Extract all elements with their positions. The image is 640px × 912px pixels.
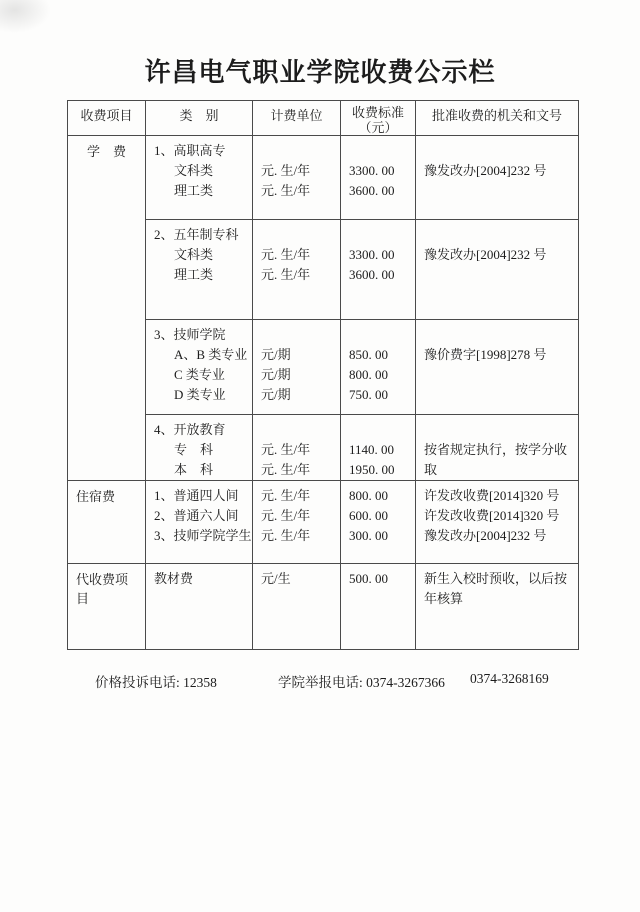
price-value: 3300. 00	[349, 163, 395, 178]
scan-smudge	[0, 0, 52, 34]
cell-unit	[253, 481, 341, 564]
header-standard-line1: 收费标准	[351, 105, 404, 120]
unit-value: 元. 生/年	[261, 488, 311, 503]
spacer-line	[261, 225, 332, 245]
unit-value: 元. 生/年	[261, 183, 311, 198]
spacer-line	[349, 225, 407, 245]
unit-value: 元. 生/年	[261, 163, 311, 178]
header-unit: 计费单位	[253, 101, 341, 136]
category-subitem: A、B 类专业	[174, 347, 248, 362]
cell-category	[146, 481, 253, 564]
price-value: 1950. 00	[349, 462, 395, 477]
spacer-line	[424, 420, 570, 440]
unit-value: 元/生	[261, 571, 291, 586]
spacer-line	[424, 225, 570, 245]
price-value: 3600. 00	[349, 267, 395, 282]
cell-category	[146, 136, 253, 220]
cell-item-tuition: 学 费	[68, 136, 146, 481]
unit-value: 元/期	[261, 387, 291, 402]
page-title: 许昌电气职业学院收费公示栏	[144, 58, 496, 87]
cell-authority	[416, 415, 579, 481]
authority-value: 豫发改办[2004]232 号	[424, 163, 547, 178]
price-value: 300. 00	[349, 528, 388, 543]
authority-value: 豫价费字[1998]278 号	[424, 347, 547, 362]
price-value: 850. 00	[349, 347, 388, 362]
header-standard-line2: （元）	[358, 120, 398, 135]
spacer-line	[424, 325, 570, 345]
cell-price	[341, 220, 416, 320]
cell-price	[341, 564, 416, 650]
spacer-line	[261, 325, 332, 345]
unit-value: 元. 生/年	[261, 267, 311, 282]
authority-value: 豫发改办[2004]232 号	[424, 528, 547, 543]
category-subitem: 本 科	[174, 462, 214, 477]
authority-value: 豫发改办[2004]232 号	[424, 247, 547, 262]
category-heading: 3、技师学院	[154, 327, 226, 342]
price-value: 800. 00	[349, 488, 388, 503]
category-subitem: 文科类	[174, 163, 214, 178]
authority-value: 许发改收费[2014]320 号	[424, 488, 560, 503]
authority-value: 按省规定执行，按学分收取	[424, 442, 568, 477]
unit-value: 元. 生/年	[261, 442, 311, 457]
cell-authority	[416, 564, 579, 650]
price-value: 3600. 00	[349, 183, 395, 198]
cell-category	[146, 320, 253, 415]
cell-authority	[416, 220, 579, 320]
spacer-line	[261, 141, 332, 161]
cell-unit	[253, 415, 341, 481]
unit-value: 元. 生/年	[261, 247, 311, 262]
cell-authority	[416, 320, 579, 415]
cell-unit	[253, 220, 341, 320]
spacer-line	[424, 141, 570, 161]
report-phone-2: 0374-3268169	[470, 671, 549, 686]
spacer-line	[349, 420, 407, 440]
category-item: 3、技师学院学生	[154, 528, 252, 543]
cell-unit	[253, 320, 341, 415]
spacer-line	[349, 141, 407, 161]
price-value: 3300. 00	[349, 247, 395, 262]
category-heading: 4、开放教育	[154, 422, 226, 437]
spacer-line	[349, 325, 407, 345]
header-authority: 批准收费的机关和文号	[416, 101, 579, 136]
cell-category	[146, 415, 253, 481]
cell-price	[341, 320, 416, 415]
cell-unit	[253, 564, 341, 650]
unit-value: 元/期	[261, 347, 291, 362]
college-report-phone: 学院举报电话: 0374-3267366	[278, 675, 445, 690]
table-row-accommodation	[68, 481, 579, 564]
price-value: 800. 00	[349, 367, 388, 382]
cell-price	[341, 481, 416, 564]
table-row-collection	[68, 564, 579, 650]
price-value: 600. 00	[349, 508, 388, 523]
category-item: 1、普通四人间	[154, 488, 239, 503]
cell-unit	[253, 136, 341, 220]
header-category: 类 别	[146, 101, 253, 136]
authority-value: 许发改收费[2014]320 号	[424, 508, 560, 523]
category-subitem: 理工类	[174, 183, 214, 198]
cell-authority	[416, 136, 579, 220]
cell-item-collection: 代收费项目	[68, 564, 146, 650]
price-value: 750. 00	[349, 387, 388, 402]
unit-value: 元. 生/年	[261, 508, 311, 523]
price-value: 1140. 00	[349, 442, 395, 457]
cell-authority	[416, 481, 579, 564]
category-subitem: 理工类	[174, 267, 214, 282]
category-heading: 2、五年制专科	[154, 227, 239, 242]
cell-category	[146, 220, 253, 320]
authority-value: 新生入校时预收，以后按年核算	[424, 571, 568, 606]
category-item: 2、普通六人间	[154, 508, 239, 523]
table-row-tuition-1	[68, 136, 579, 220]
category-heading: 1、高职高专	[154, 143, 226, 158]
cell-item-accommodation: 住宿费	[68, 481, 146, 564]
unit-value: 元/期	[261, 367, 291, 382]
unit-value: 元. 生/年	[261, 528, 311, 543]
price-value: 500. 00	[349, 571, 388, 586]
price-complaint-phone: 价格投诉电话: 12358	[95, 675, 217, 690]
cell-price	[341, 415, 416, 481]
category-item: 教材费	[154, 571, 194, 586]
category-subitem: 文科类	[174, 247, 214, 262]
table-header-row	[68, 101, 579, 136]
category-subitem: C 类专业	[174, 367, 225, 382]
category-subitem: 专 科	[174, 442, 214, 457]
header-fee-item: 收费项目	[68, 101, 146, 136]
cell-category	[146, 564, 253, 650]
cell-price	[341, 136, 416, 220]
header-standard	[341, 101, 416, 136]
spacer-line	[261, 420, 332, 440]
category-subitem: D 类专业	[174, 387, 226, 402]
unit-value: 元. 生/年	[261, 462, 311, 477]
fee-table	[67, 100, 579, 650]
